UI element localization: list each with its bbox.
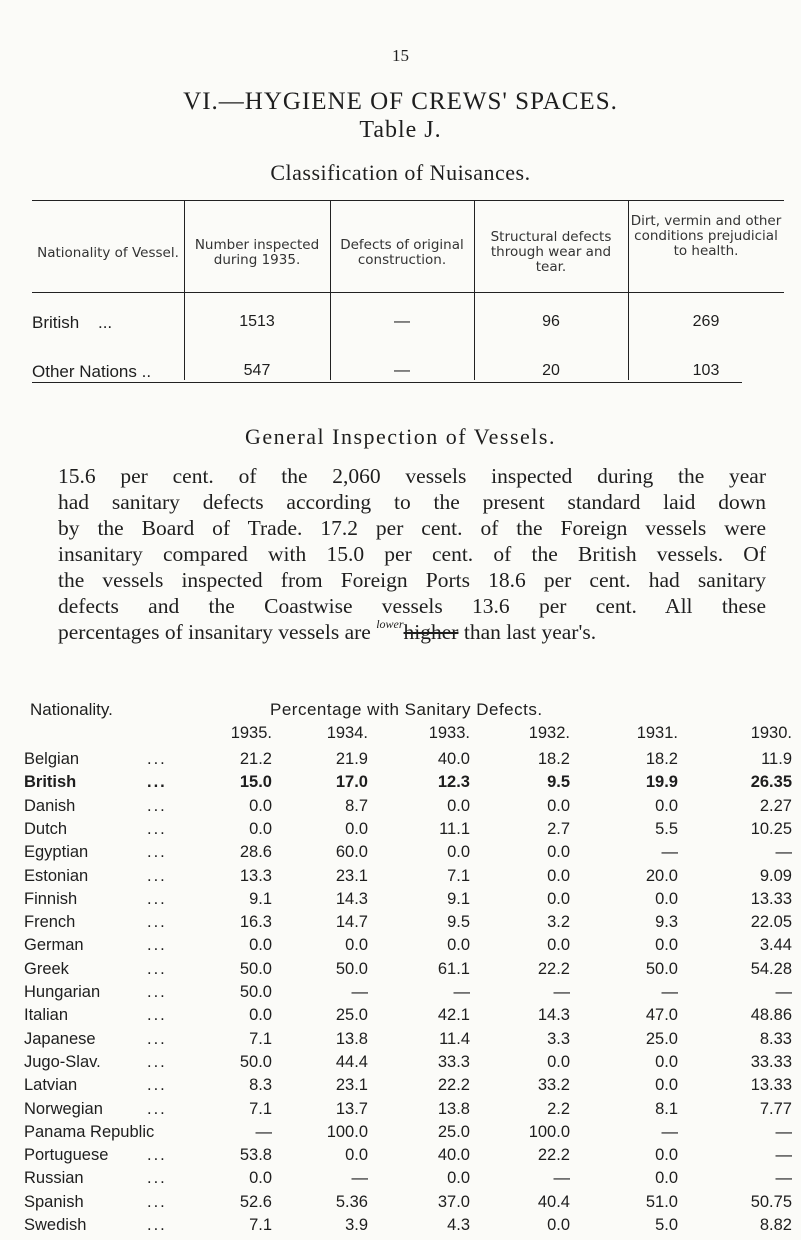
percentage-cell: 23.1 xyxy=(335,866,368,885)
leader-dots: ... xyxy=(147,819,167,838)
percentage-cell: 40.0 xyxy=(437,1146,470,1165)
paragraph-line: insanitary compared with 15.0 per cent. of the British vessels. Of xyxy=(58,542,766,566)
table-row xyxy=(0,1146,801,1170)
percentage-cell: — xyxy=(351,1169,368,1188)
percentage-cell: 0.0 xyxy=(655,889,678,908)
percentage-cell: — xyxy=(453,983,470,1001)
handwritten-insertion: lower xyxy=(376,617,404,631)
nationality-name: Spanish xyxy=(24,1192,84,1211)
percentage-cell: 14.7 xyxy=(335,913,368,932)
leader-dots: ... xyxy=(147,1169,167,1188)
percentage-cell: 5.5 xyxy=(655,819,678,838)
percentage-cell: 0.0 xyxy=(345,936,368,955)
percentage-cell: 11.4 xyxy=(439,1029,470,1048)
table-title: Table J. xyxy=(359,117,442,143)
percentage-cell: 25.0 xyxy=(645,1029,678,1048)
percentage-cell: 8.3 xyxy=(249,1076,272,1095)
leader-dots: ... xyxy=(147,1076,167,1095)
percentage-cell: 33.2 xyxy=(537,1076,570,1095)
percentage-cell: — xyxy=(661,843,678,862)
percentage-cell: 25.0 xyxy=(437,1122,470,1141)
paragraph-line: the vessels inspected from Foreign Ports 18.6 per cent. had sanitary xyxy=(58,568,766,592)
percentage-cell: 8.82 xyxy=(759,1216,792,1234)
percentage-cell: 3.9 xyxy=(345,1216,368,1234)
leader-dots: ... xyxy=(147,983,167,1001)
percentage-cell: 12.3 xyxy=(437,773,470,792)
table-row xyxy=(0,890,801,914)
year-header-row xyxy=(0,724,801,748)
table-row xyxy=(0,1053,801,1077)
percentage-cell: 22.2 xyxy=(537,1146,570,1165)
percentage-cell: 19.9 xyxy=(645,773,678,792)
percentage-cell: 22.05 xyxy=(750,913,792,932)
header-original-construction: Defects of original construction. xyxy=(340,237,464,268)
percentage-cell: 18.2 xyxy=(645,750,678,768)
percentage-cell: — xyxy=(775,843,792,862)
percentage-cell: 3.2 xyxy=(547,913,570,932)
nationality-name: German xyxy=(24,936,84,955)
percentage-cell: 25.0 xyxy=(335,1006,368,1025)
year-header: 1933. xyxy=(428,724,470,742)
nationality-name: Swedish xyxy=(24,1216,87,1234)
percentage-cell: 9.3 xyxy=(655,913,678,932)
cell-value: 20 xyxy=(542,362,560,379)
nuisances-table xyxy=(32,200,784,410)
table-row xyxy=(0,983,801,1007)
header-dirt-vermin: Dirt, vermin and other conditions prejudicial to health. xyxy=(630,213,782,259)
percentage-cell: 37.0 xyxy=(437,1192,470,1211)
percentage-cell: 44.4 xyxy=(335,1052,368,1071)
year-header: 1935. xyxy=(230,724,272,742)
row-label-other-nations: Other Nations .. xyxy=(32,362,152,381)
leader-dots: ... xyxy=(147,843,167,862)
percentage-cell: 28.6 xyxy=(239,843,272,862)
row-label-british: British ... xyxy=(32,313,113,332)
percentage-cell: 13.8 xyxy=(335,1029,368,1048)
paragraph-line: 15.6 per cent. of the 2,060 vessels inspected during the year xyxy=(58,464,766,488)
percentage-cell: 50.75 xyxy=(750,1192,792,1211)
percentage-cell: 2.2 xyxy=(547,1099,570,1118)
cell-value: 269 xyxy=(692,313,720,330)
percentage-cell: 9.5 xyxy=(447,913,470,932)
percentage-cell: 0.0 xyxy=(547,796,570,815)
leader-dots: ... xyxy=(147,750,167,768)
percentage-cell: — xyxy=(775,1169,792,1188)
percentage-cell: 13.33 xyxy=(750,1076,792,1095)
percentage-cell: 0.0 xyxy=(447,796,470,815)
percentage-cell: 0.0 xyxy=(655,1169,678,1188)
header-number-inspected: Number inspected during 1935. xyxy=(194,237,320,268)
percentage-cell: 5.36 xyxy=(335,1192,368,1211)
column-rule xyxy=(330,200,331,380)
percentage-cell: 100.0 xyxy=(326,1122,368,1141)
percentage-cell: 3.44 xyxy=(759,936,792,955)
percentage-cell: — xyxy=(775,1122,792,1141)
percentage-cell: 0.0 xyxy=(249,936,272,955)
percentage-cell: 0.0 xyxy=(249,1169,272,1188)
table-subtitle: Classification of Nuisances. xyxy=(270,160,531,185)
percentage-cell: — xyxy=(553,983,570,1001)
percentage-cell: 0.0 xyxy=(547,1216,570,1234)
table-row xyxy=(0,1216,801,1240)
percentage-cell: 48.86 xyxy=(750,1006,792,1025)
cell-value: 547 xyxy=(243,362,271,379)
year-header: 1931. xyxy=(636,724,678,742)
table-row xyxy=(0,1100,801,1124)
percentage-cell: 0.0 xyxy=(547,1052,570,1071)
percentage-cell: 0.0 xyxy=(547,889,570,908)
leader-dots: ... xyxy=(147,1192,167,1211)
nationality-name: Danish xyxy=(24,796,76,815)
nationality-name: Japanese xyxy=(24,1029,96,1048)
percentage-cell: 13.7 xyxy=(335,1099,368,1118)
nationality-name: Hungarian xyxy=(24,983,101,1001)
percentage-cell: 0.0 xyxy=(447,936,470,955)
header-nationality: Nationality of Vessel. xyxy=(37,245,179,261)
table-row xyxy=(0,913,801,937)
nationality-name: Greek xyxy=(24,959,69,978)
table-row xyxy=(0,936,801,960)
percentage-cell: 0.0 xyxy=(447,843,470,862)
percentage-cell: 21.2 xyxy=(239,750,272,768)
percentage-caption: Percentage with Sanitary Defects. xyxy=(270,700,543,719)
percentage-cell: 0.0 xyxy=(249,819,272,838)
paragraph-line: defects and the Coastwise vessels 13.6 per cent. All these xyxy=(58,594,766,618)
percentage-cell: — xyxy=(351,983,368,1001)
percentage-cell: 0.0 xyxy=(655,1146,678,1165)
inspection-paragraph xyxy=(58,463,766,648)
table-row xyxy=(0,843,801,867)
leader-dots: ... xyxy=(147,1029,167,1048)
percentage-cell: 0.0 xyxy=(345,819,368,838)
table-row xyxy=(0,1169,801,1193)
percentage-cell: 26.35 xyxy=(750,773,792,792)
column-rule xyxy=(184,200,185,380)
nationality-name: Italian xyxy=(24,1006,69,1025)
percentage-cell: — xyxy=(775,983,792,1001)
paragraph-line: by the Board of Trade. 17.2 per cent. of the Foreign vessels were xyxy=(58,516,766,540)
percentage-cell: 51.0 xyxy=(645,1192,678,1211)
percentage-cell: 61.1 xyxy=(437,959,470,978)
percentage-cell: 9.5 xyxy=(547,773,570,792)
leader-dots: ... xyxy=(147,1146,167,1165)
percentage-cell: 22.2 xyxy=(537,959,570,978)
percentage-cell: 23.1 xyxy=(335,1076,368,1095)
percentage-cell: 0.0 xyxy=(249,1006,272,1025)
percentage-cell: 50.0 xyxy=(239,1052,272,1071)
percentage-cell: 22.2 xyxy=(437,1076,470,1095)
year-header: 1934. xyxy=(326,724,368,742)
percentage-cell: 14.3 xyxy=(335,889,368,908)
percentage-cell: 17.0 xyxy=(335,773,368,792)
percentage-cell: 7.77 xyxy=(759,1099,792,1118)
table-row xyxy=(0,960,801,984)
percentage-cell: 8.7 xyxy=(345,796,368,815)
leader-dots: ... xyxy=(147,936,167,955)
leader-dots: ... xyxy=(147,1216,167,1234)
cell-value: 103 xyxy=(692,362,720,379)
paragraph-line: percentages of insanitary vessels are $^{lower}$higher than last year's. xyxy=(58,617,597,644)
leader-dots: ... xyxy=(147,796,167,815)
table-rule xyxy=(32,292,784,293)
page-number: 15 xyxy=(392,46,409,65)
struck-word: higher xyxy=(403,620,459,644)
nationality-name: Latvian xyxy=(24,1076,78,1095)
percentage-cell: 16.3 xyxy=(239,913,272,932)
percentage-cell: 21.9 xyxy=(335,750,368,768)
percentage-cell: 5.0 xyxy=(655,1216,678,1234)
percentage-cell: 50.0 xyxy=(645,959,678,978)
table-row xyxy=(0,1193,801,1217)
percentage-cell: 33.33 xyxy=(750,1052,792,1071)
percentage-cell: 53.8 xyxy=(239,1146,272,1165)
percentage-cell: 13.3 xyxy=(239,866,272,885)
percentage-cell: 2.27 xyxy=(759,796,792,815)
nationality-name: Norwegian xyxy=(24,1099,103,1118)
percentage-cell: 18.2 xyxy=(537,750,570,768)
percentage-cell: 4.3 xyxy=(447,1216,470,1234)
percentage-cell: — xyxy=(661,983,678,1001)
table-row xyxy=(0,1076,801,1100)
table-row xyxy=(0,1006,801,1030)
table-row xyxy=(0,750,801,774)
nationality-name: Panama Republic xyxy=(24,1122,155,1141)
percentage-cell: 50.0 xyxy=(239,959,272,978)
table-row xyxy=(0,867,801,891)
percentage-cell: 54.28 xyxy=(750,959,792,978)
percentage-cell: 7.1 xyxy=(249,1099,272,1118)
percentage-cell: 2.7 xyxy=(547,819,570,838)
percentage-cell: 8.33 xyxy=(759,1029,792,1048)
nationality-name: British xyxy=(24,773,77,792)
percentage-cell: 0.0 xyxy=(249,796,272,815)
nationality-name: Egyptian xyxy=(24,843,89,862)
nationality-name: Belgian xyxy=(24,750,80,768)
cell-value: — xyxy=(394,313,410,330)
percentage-cell: 60.0 xyxy=(335,843,368,862)
table-row xyxy=(0,797,801,821)
year-header: 1930. xyxy=(750,724,792,742)
nationality-header: Nationality. xyxy=(30,700,113,719)
percentage-cell: 0.0 xyxy=(655,1052,678,1071)
percentage-cell: 40.4 xyxy=(537,1192,570,1211)
percentage-cell: — xyxy=(553,1169,570,1188)
percentage-cell: — xyxy=(775,1146,792,1165)
percentage-cell: 10.25 xyxy=(750,819,792,838)
nationality-name: French xyxy=(24,913,76,932)
percentage-cell: 0.0 xyxy=(345,1146,368,1165)
percentage-cell: 8.1 xyxy=(655,1099,678,1118)
percentage-cell: 11.9 xyxy=(761,750,792,768)
percentage-cell: 50.0 xyxy=(335,959,368,978)
percentage-cell: 14.3 xyxy=(537,1006,570,1025)
nationality-name: Russian xyxy=(24,1169,84,1188)
percentage-cell: 7.1 xyxy=(447,866,470,885)
percentage-cell: 52.6 xyxy=(239,1192,272,1211)
table-rule xyxy=(32,382,742,383)
percentage-cell: 0.0 xyxy=(547,936,570,955)
percentage-cell: 0.0 xyxy=(655,1076,678,1095)
leader-dots: ... xyxy=(147,866,167,885)
percentage-cell: 50.0 xyxy=(239,983,272,1001)
nationality-name: Finnish xyxy=(24,889,78,908)
percentage-cell: 0.0 xyxy=(655,936,678,955)
percentage-cell: 20.0 xyxy=(645,866,678,885)
nationality-name: Jugo-Slav. xyxy=(24,1052,101,1071)
percentage-cell: 100.0 xyxy=(528,1122,570,1141)
table-row xyxy=(0,1123,801,1147)
table-row xyxy=(0,773,801,797)
leader-dots: ... xyxy=(147,959,167,978)
leader-dots: ... xyxy=(147,1052,167,1071)
percentage-cell: 11.1 xyxy=(439,819,470,838)
percentage-cell: 40.0 xyxy=(437,750,470,768)
percentage-cell: 9.1 xyxy=(249,889,272,908)
percentage-cell: — xyxy=(661,1122,678,1141)
section-title: VI.—HYGIENE OF CREWS' SPACES. xyxy=(183,88,618,115)
leader-dots: ... xyxy=(147,1099,167,1118)
nationality-name: Estonian xyxy=(24,866,89,885)
leader-dots: ... xyxy=(147,889,167,908)
percentage-cell: 15.0 xyxy=(239,773,272,792)
percentage-cell: 7.1 xyxy=(249,1216,272,1234)
paragraph-line: had sanitary defects according to the present standard laid down xyxy=(58,490,766,514)
year-header: 1932. xyxy=(528,724,570,742)
nationality-name: Portuguese xyxy=(24,1146,109,1165)
percentage-cell: 0.0 xyxy=(547,866,570,885)
percentage-cell: 9.1 xyxy=(447,889,470,908)
leader-dots: ... xyxy=(147,913,167,932)
percentage-cell: 47.0 xyxy=(645,1006,678,1025)
percentage-cell: 9.09 xyxy=(759,866,792,885)
percentage-cell: — xyxy=(255,1122,272,1141)
cell-value: — xyxy=(394,362,410,379)
leader-dots: ... xyxy=(147,773,167,792)
percentage-cell: 33.3 xyxy=(437,1052,470,1071)
percentage-cell: 7.1 xyxy=(249,1029,272,1048)
table-row xyxy=(0,820,801,844)
percentage-cell: 42.1 xyxy=(437,1006,470,1025)
table-rule xyxy=(32,200,784,201)
cell-value: 1513 xyxy=(239,313,275,330)
percentage-cell: 0.0 xyxy=(655,796,678,815)
general-inspection-heading: General Inspection of Vessels. xyxy=(245,424,556,449)
header-structural-defects: Structural defects through wear and tear. xyxy=(490,229,612,275)
percentage-cell: 0.0 xyxy=(547,843,570,862)
table-row xyxy=(0,1030,801,1054)
percentage-cell: 13.8 xyxy=(437,1099,470,1118)
percentage-cell: 0.0 xyxy=(447,1169,470,1188)
leader-dots: ... xyxy=(147,1006,167,1025)
percentage-cell: 13.33 xyxy=(750,889,792,908)
cell-value: 96 xyxy=(542,313,560,330)
column-rule xyxy=(474,200,475,380)
nationality-name: Dutch xyxy=(24,819,68,838)
percentage-cell: 3.3 xyxy=(547,1029,570,1048)
